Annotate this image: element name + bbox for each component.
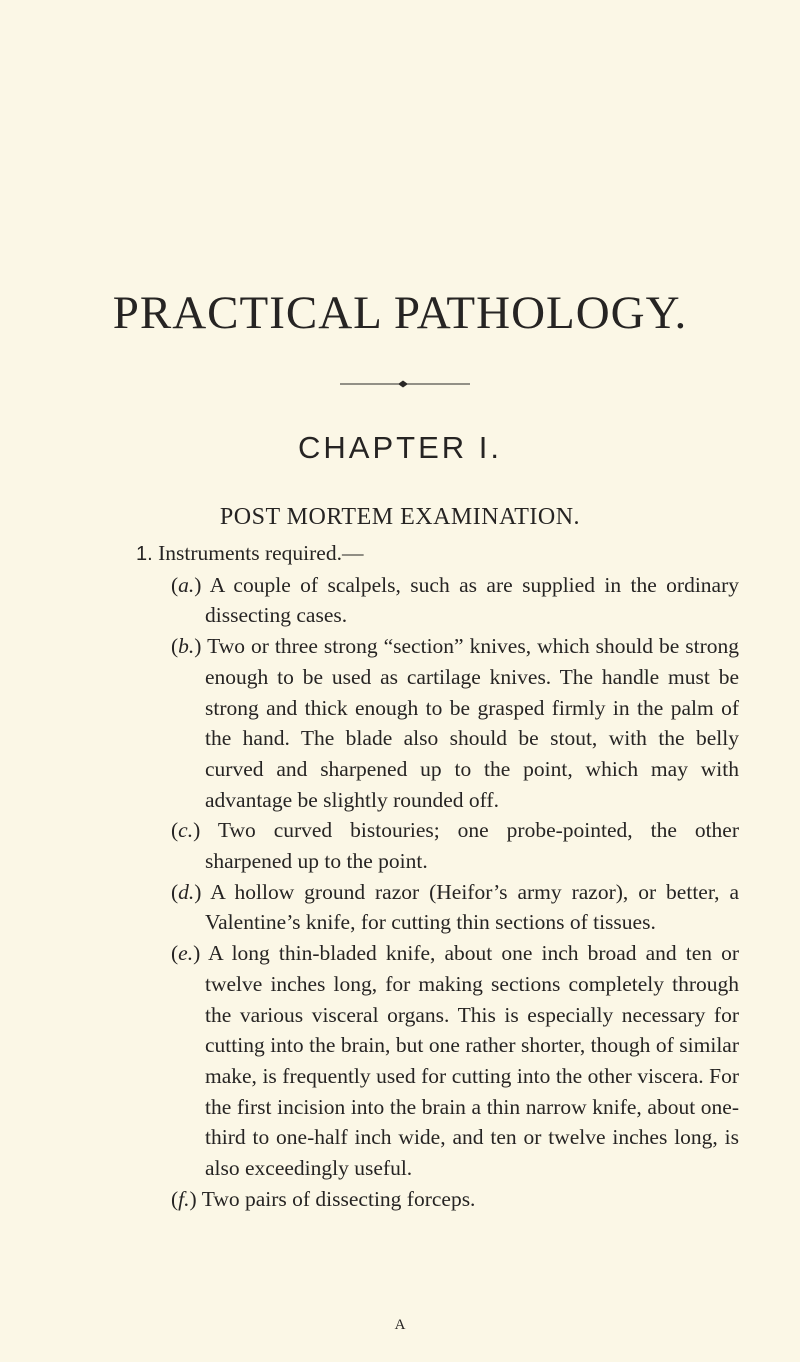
ornament-divider-icon <box>340 379 470 389</box>
signature-mark: A <box>394 1317 406 1333</box>
paragraph-heading <box>136 538 800 570</box>
section-heading: POST MORTEM EXAMINATION. <box>219 504 581 530</box>
item-text: Two pairs of dissecting forceps. <box>201 1186 476 1211</box>
item-letter: f. <box>178 1186 190 1211</box>
list-item-f: (f.) Two pairs of dissecting forceps. <box>171 1186 476 1211</box>
item-text: Two or three strong “section” knives, which should be strong enough to be used as cartilage knives. The handle must be strong and thick enough to be grasped firmly in the palm of the hand. The blade also should be stout, with the belly curved and sharpened up to the point, which may with advantage be slightly rounded off. <box>205 634 739 812</box>
list-item-e: (e.) A long thin-bladed knife, about one inch broad and ten or twelve inches long, for making sections completely through the various visceral organs. This is especially necessary for cutting into the brain, but one rather shorter, though of similar make, is frequently used for cutting into the other viscera. For the first incision into the brain a thin narrow knife, about one-third to one-half inch wide, and ten or twelve inches long, is also exceedingly useful. <box>171 941 739 1181</box>
list-item-c: (c.) Two curved bistouries; one probe-pointed, the other sharpened up to the point. <box>171 818 739 874</box>
item-text: A hollow ground razor (Heifor’s army razor), or better, a Valentine’s knife, for cutting thin sections of tissues. <box>205 879 739 935</box>
body-text <box>0 538 800 1214</box>
book-title: PRACTICAL PATHOLOGY. <box>112 287 688 339</box>
list-item-b: (b.) Two or three strong “section” knives, which should be strong enough to be used as cartilage knives. The handle must be strong and thick enough to be grasped firmly in the palm of the hand. The blade also should be stout, with the belly curved and sharpened up to the point, which may with advantage be slightly rounded off. <box>171 634 739 812</box>
item-letter: d. <box>178 879 195 904</box>
item-text: Two curved bistouries; one probe-pointed, the other sharpened up to the point. <box>205 818 739 874</box>
item-letter: a. <box>178 572 195 597</box>
item-text: A long thin-bladed knife, about one inch broad and ten or twelve inches long, for making sections completely through the various visceral organs. This is especially necessary for cutting into the brain, but one rather shorter, though of similar make, is frequently used for cutting into the other viscera. For the first incision into the brain a thin narrow knife, about one-third to one-half inch wide, and ten or twelve inches long, is also exceedingly useful. <box>205 941 739 1181</box>
chapter-heading: CHAPTER I. <box>298 430 502 465</box>
item-letter: b. <box>178 634 195 659</box>
item-letter: e. <box>178 941 194 966</box>
paragraph-heading-text: Instruments required.— <box>158 541 364 565</box>
list-item-d: (d.) A hollow ground razor (Heifor’s army razor), or better, a Valentine’s knife, for cutting thin sections of tissues. <box>171 879 739 935</box>
list-item-a: (a.) A couple of scalpels, such as are supplied in the ordinary dissecting cases. <box>171 572 739 628</box>
paragraph-number: 1. <box>136 543 153 565</box>
item-text: A couple of scalpels, such as are supplied in the ordinary dissecting cases. <box>205 572 739 628</box>
item-letter: c. <box>178 818 194 843</box>
